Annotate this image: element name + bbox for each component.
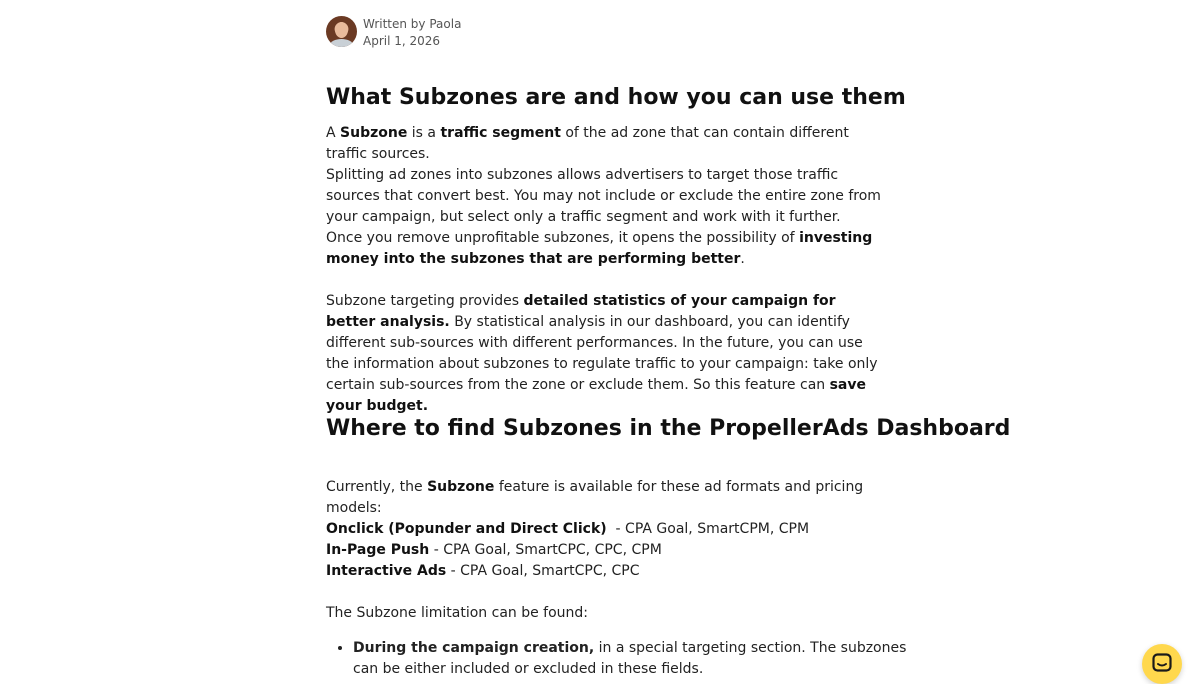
- ad-formats-list: [326, 519, 886, 582]
- chat-button[interactable]: [1142, 644, 1182, 684]
- format-line: In-Page Push - CPA Goal, SmartCPC, CPC, CPM: [326, 542, 662, 558]
- paragraph-statistics: Subzone targeting provides detailed statistics of your campaign for better analysis. By statistical analysis in our dashboard, you can identify different sub-sources with different performances. In the future, you can use the information about subzones to regulate traffic to your campaign: take only certain sub-sources from the zone or exclude them. So this feature can save your budget.: [326, 293, 878, 414]
- section-title-where-to-find: Where to find Subzones in the PropellerAds Dashboard: [326, 416, 1011, 441]
- format-line: Interactive Ads - CPA Goal, SmartCPC, CPC: [326, 563, 640, 579]
- paragraph-splitting: Splitting ad zones into subzones allows advertisers to target those traffic sources that convert best. You may not include or exclude the entire zone from your campaign, but select only a traffic segment and work with it further. Once you remove unprofitable subzones, it opens the possibility of investing money into the subzones that are performing better.: [326, 167, 881, 267]
- author-meta: [363, 16, 461, 50]
- format-line: Onclick (Popunder and Direct Click) - CPA Goal, SmartCPM, CPM: [326, 521, 810, 537]
- author-name: Written by Paola: [363, 17, 462, 31]
- chat-icon: [1152, 653, 1172, 675]
- avatar: [326, 16, 357, 47]
- publish-date: April 1, 2026: [363, 34, 441, 48]
- list-item: • During the campaign creation, in a special targeting section. The subzones can be either included or excluded in these fields.: [353, 638, 913, 680]
- paragraph-limitation: The Subzone limitation can be found:: [326, 605, 589, 621]
- section-title-subzones: What Subzones are and how you can use them: [326, 85, 906, 110]
- paragraph-definition: A Subzone is a traffic segment of the ad zone that can contain different traffic sources.: [326, 125, 849, 162]
- limitation-list: [326, 638, 913, 680]
- paragraph-availability: Currently, the Subzone feature is available for these ad formats and pricing models:: [326, 479, 864, 516]
